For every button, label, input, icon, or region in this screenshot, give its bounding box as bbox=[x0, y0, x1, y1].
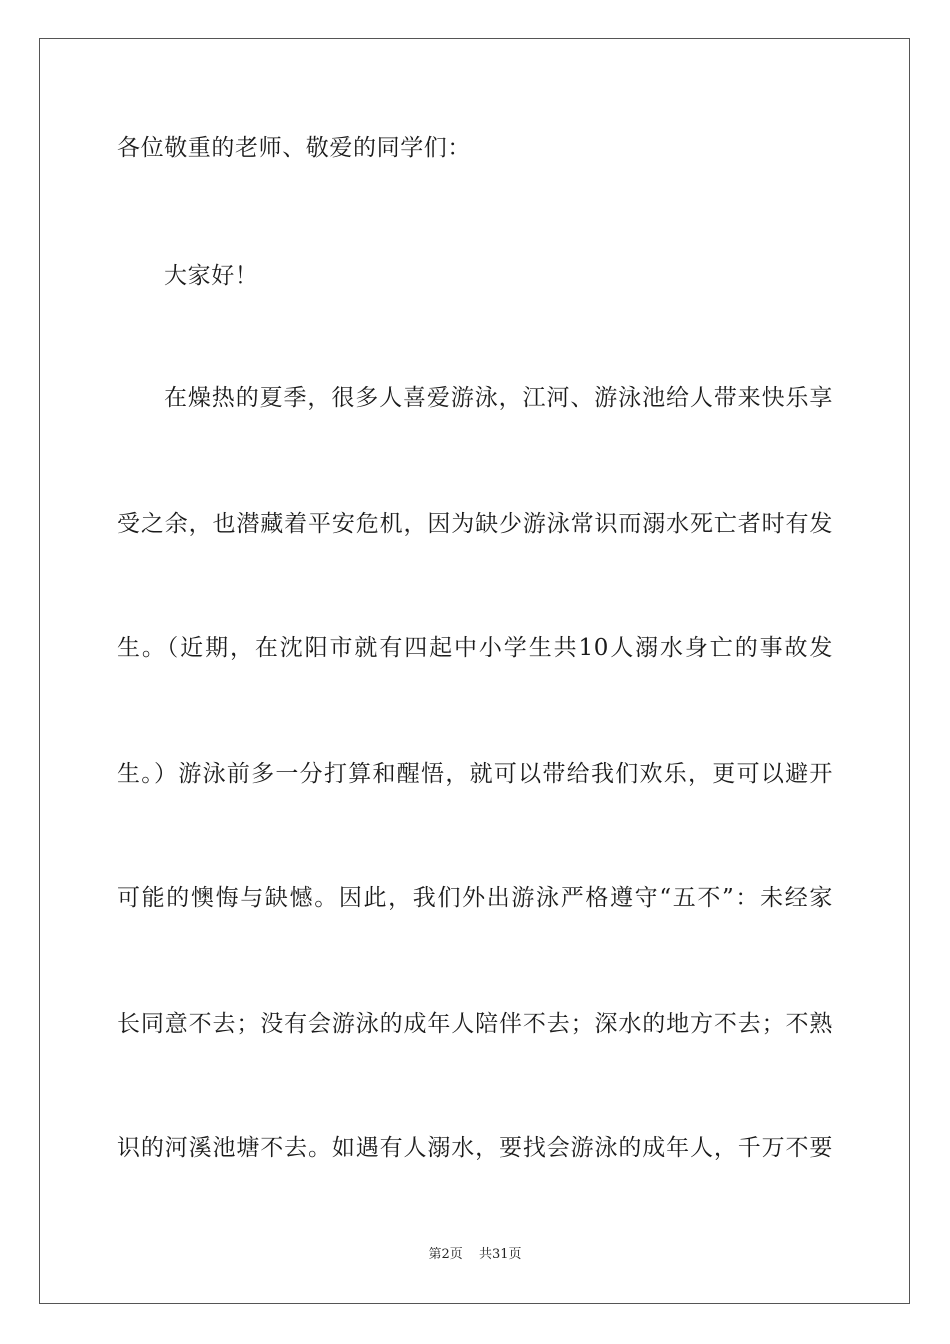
body-line-4: 生。）游泳前多一分打算和醒悟，就可以带给我们欢乐，更可以避开 bbox=[117, 761, 833, 787]
page-border bbox=[39, 38, 910, 1304]
greeting-line: 大家好！ bbox=[164, 263, 259, 289]
page-footer bbox=[0, 1247, 950, 1263]
body-line-5: 可能的懊悔与缺憾。因此，我们外出游泳严格遵守“五不”：未经家 bbox=[117, 885, 833, 911]
current-page-number: 第2页 bbox=[428, 1247, 463, 1262]
body-line-1: 在燥热的夏季，很多人喜爱游泳，江河、游泳池给人带来快乐享 bbox=[164, 385, 833, 411]
total-page-count: 共31页 bbox=[478, 1247, 522, 1262]
body-line-3: 生。（近期，在沈阳市就有四起中小学生共10人溺水身亡的事故发 bbox=[117, 635, 833, 661]
body-line-7: 识的河溪池塘不去。如遇有人溺水，要找会游泳的成年人，千万不要 bbox=[117, 1135, 833, 1161]
body-line-2: 受之余，也潜藏着平安危机，因为缺少游泳常识而溺水死亡者时有发 bbox=[117, 511, 833, 537]
salutation-line: 各位敬重的老师、敬爱的同学们： bbox=[117, 135, 471, 161]
body-line-6: 长同意不去；没有会游泳的成年人陪伴不去；深水的地方不去；不熟 bbox=[117, 1011, 833, 1037]
